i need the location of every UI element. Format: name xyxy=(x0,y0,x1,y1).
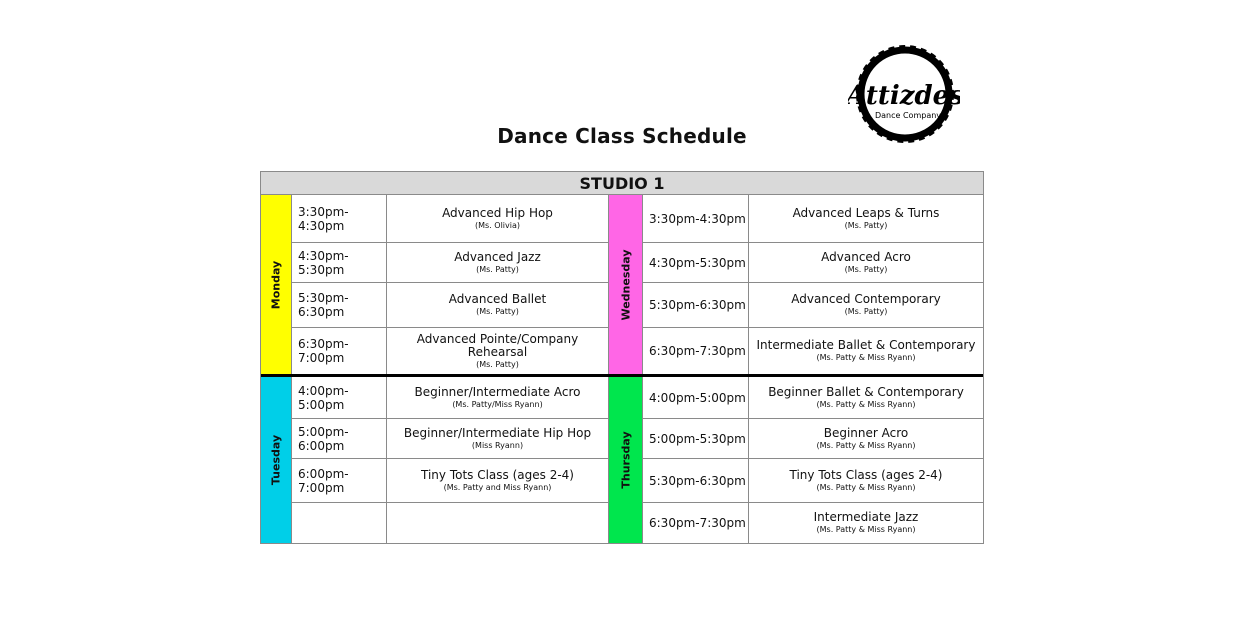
logo-script: Attizdes xyxy=(848,81,960,111)
class-cell: Advanced Acro (Ms. Patty) xyxy=(749,243,983,283)
day-tuesday xyxy=(261,377,292,543)
class-cell: Intermediate Jazz (Ms. Patty & Miss Ryann) xyxy=(813,510,919,534)
time-cell: 5:30pm-6:30pm xyxy=(643,459,749,503)
class-cell: Tiny Tots Class (ages 2-4) (Ms. Patty and Miss Ryann) xyxy=(387,459,609,503)
bottom-section xyxy=(261,377,983,543)
time-cell: 5:00pm-5:30pm xyxy=(643,419,749,459)
time-cell: 4:00pm-5:00pm xyxy=(643,377,749,419)
studio-header: STUDIO 1 xyxy=(261,172,983,195)
time-cell: 4:30pm-5:30pm xyxy=(643,243,749,283)
class-cell: Advanced Hip Hop (Ms. Olivia) xyxy=(387,195,609,243)
class-cell: Tiny Tots Class (ages 2-4) (Ms. Patty & Miss Ryann) xyxy=(749,459,983,503)
class-cell: Advanced Contemporary (Ms. Patty) xyxy=(749,283,983,328)
class-cell: Advanced Jazz (Ms. Patty) xyxy=(387,243,609,283)
time-cell: 6:00pm-7:00pm xyxy=(292,459,387,503)
schedule-table xyxy=(260,171,984,544)
class-cell: Beginner Acro (Ms. Patty & Miss Ryann) xyxy=(749,419,983,459)
time-cell-empty xyxy=(292,503,387,543)
time-cell: 4:30pm-5:30pm xyxy=(292,243,387,283)
time-cell: 6:30pm-7:30pm xyxy=(643,503,749,543)
day-wednesday xyxy=(609,195,643,374)
class-cell-empty xyxy=(387,503,609,543)
day-label: Wednesday xyxy=(619,248,632,321)
day-thursday xyxy=(609,377,643,543)
time-cell: 5:30pm-6:30pm xyxy=(292,283,387,328)
time-cell: 6:30pm-7:30pm xyxy=(643,328,749,374)
day-monday xyxy=(261,195,292,374)
class-cell: Beginner Ballet & Contemporary (Ms. Patty & Miss Ryann) xyxy=(749,377,983,419)
class-cell: Advanced Leaps & Turns (Ms. Patty) xyxy=(749,195,983,243)
time-cell: 4:00pm-5:00pm xyxy=(292,377,387,419)
logo-subtitle: Dance Company xyxy=(874,111,942,120)
class-cell: Advanced Ballet (Ms. Patty) xyxy=(387,283,609,328)
day-label: Thursday xyxy=(619,431,632,489)
class-cell: Intermediate Ballet & Contemporary (Ms. Patty & Miss Ryann) xyxy=(756,338,976,362)
time-cell: 5:30pm-6:30pm xyxy=(643,283,749,328)
time-cell: 6:30pm-7:00pm xyxy=(292,328,387,374)
page-title: Dance Class Schedule xyxy=(497,124,747,148)
time-cell: 5:00pm-6:00pm xyxy=(292,419,387,459)
day-label: Tuesday xyxy=(269,434,283,486)
day-label: Monday xyxy=(269,260,283,309)
class-cell: Beginner/Intermediate Hip Hop (Miss Ryann) xyxy=(387,419,609,459)
class-cell: Beginner/Intermediate Acro (Ms. Patty/Miss Ryann) xyxy=(387,377,609,419)
top-section xyxy=(261,195,983,374)
time-cell: 3:30pm-4:30pm xyxy=(292,195,387,243)
time-cell: 3:30pm-4:30pm xyxy=(643,195,749,243)
class-cell: Advanced Pointe/Company Rehearsal (Ms. Patty) xyxy=(387,328,609,374)
